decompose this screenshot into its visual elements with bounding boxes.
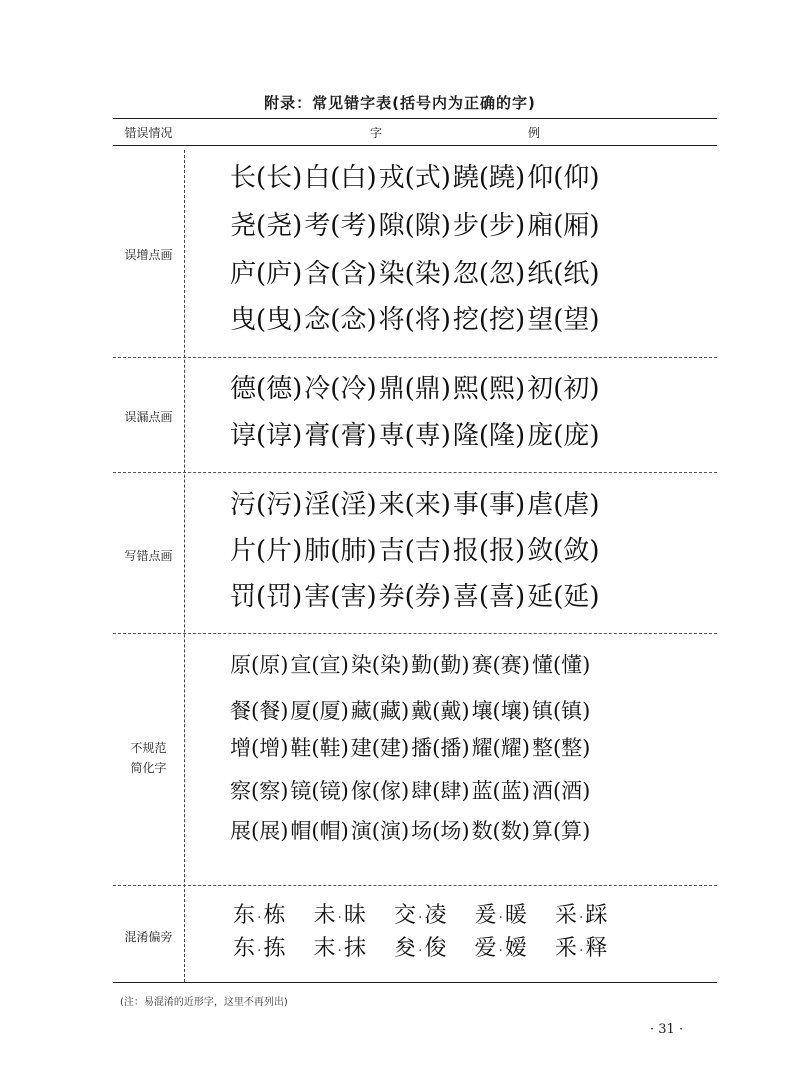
char-pair: 膏(膏) bbox=[304, 421, 377, 451]
page-title: 附录：常见错字表(括号内为正确的字) bbox=[264, 94, 536, 112]
char-pair: 谆(谆) bbox=[230, 421, 303, 451]
char-pair: 耀(耀) bbox=[471, 736, 530, 760]
header-examples bbox=[370, 124, 540, 141]
confusable-pair: 爱 ·嫒 bbox=[474, 936, 527, 961]
char-pair: 数(数) bbox=[471, 819, 530, 843]
column-divider bbox=[184, 150, 185, 982]
example-row bbox=[230, 811, 592, 851]
category-label: 误增点画 bbox=[124, 248, 173, 262]
footnote: (注：易混淆的近形字，这里不再列出) bbox=[120, 997, 288, 1008]
example-row bbox=[230, 485, 601, 525]
char-pair: 戎(式) bbox=[378, 163, 451, 193]
confusable-pair: 末 ·抹 bbox=[313, 936, 366, 961]
char-pair: 庐(庐) bbox=[230, 259, 303, 289]
example-row bbox=[230, 728, 592, 768]
char-pair: 喜(喜) bbox=[452, 582, 526, 612]
char-pair: 帽(帽) bbox=[290, 819, 349, 843]
char-pair: 察(察) bbox=[230, 779, 289, 803]
char-pair: 券(券) bbox=[378, 582, 451, 612]
char-pair: 隆(隆) bbox=[452, 421, 526, 451]
confusable-pair: 采 ·踩 bbox=[554, 903, 608, 928]
char-pair: 専(専) bbox=[378, 421, 451, 451]
char-pair: 戴(戴) bbox=[411, 699, 470, 723]
confusable-pair: 釆 ·释 bbox=[554, 936, 608, 961]
confusable-pair: 东 ·拣 bbox=[233, 936, 286, 961]
char-pair: 廂(厢) bbox=[527, 211, 600, 241]
char-pair: 报(报) bbox=[452, 536, 526, 566]
confusable-pair: 交 ·凌 bbox=[393, 903, 447, 928]
char-pair: 鼎(鼎) bbox=[378, 374, 451, 404]
char-pair: 敛(敛) bbox=[527, 536, 600, 566]
example-row bbox=[230, 577, 601, 617]
confusable-row bbox=[233, 901, 635, 931]
char-pair: 傢(傢) bbox=[350, 779, 410, 803]
char-pair: 壤(壤) bbox=[471, 699, 530, 723]
char-pair: 来(来) bbox=[378, 490, 451, 520]
char-pair: 播(播) bbox=[411, 736, 470, 760]
header-examples-a: 字 bbox=[370, 126, 383, 140]
char-pair: 事(事) bbox=[452, 490, 526, 520]
char-pair: 懂(懂) bbox=[531, 653, 591, 677]
section-divider bbox=[113, 357, 717, 358]
char-pair: 挖(挖) bbox=[452, 305, 526, 335]
confusable-pair: 爰 ·暖 bbox=[474, 903, 527, 928]
char-pair: 场(场) bbox=[411, 819, 470, 843]
section-divider bbox=[113, 633, 717, 634]
char-pair: 蓝(蓝) bbox=[471, 779, 530, 803]
char-pair: 肺(肺) bbox=[304, 536, 377, 566]
char-pair: 镜(镜) bbox=[290, 779, 349, 803]
char-pair: 鞋(鞋) bbox=[290, 736, 349, 760]
char-pair: 污(污) bbox=[230, 490, 303, 520]
char-pair: 将(将) bbox=[378, 305, 451, 335]
char-pair: 曳(曳) bbox=[230, 305, 303, 335]
example-row bbox=[230, 206, 601, 246]
char-pair: 赛(赛) bbox=[471, 653, 530, 677]
char-pair: 吉(吉) bbox=[378, 536, 451, 566]
char-pair: 勤(勤) bbox=[411, 653, 470, 677]
confusable-pair: 夋 ·俊 bbox=[393, 936, 447, 961]
char-pair: 考(考) bbox=[304, 211, 377, 241]
page-number: · 31 · bbox=[650, 1022, 684, 1037]
example-row bbox=[230, 416, 601, 456]
confusable-pair: 东 ·栋 bbox=[233, 903, 286, 928]
char-pair: 蹺(蹺) bbox=[452, 163, 526, 193]
example-row bbox=[230, 254, 601, 294]
char-pair: 初(初) bbox=[527, 374, 600, 404]
char-pair: 演(演) bbox=[350, 819, 410, 843]
char-pair: 虐(虐) bbox=[527, 490, 600, 520]
example-row bbox=[230, 771, 592, 811]
char-pair: 增(增) bbox=[230, 736, 289, 760]
char-pair: 含(含) bbox=[304, 259, 377, 289]
char-pair: 长(长) bbox=[230, 163, 303, 193]
char-pair: 展(展) bbox=[230, 819, 289, 843]
char-pair: 仰(仰) bbox=[527, 163, 600, 193]
section-divider bbox=[113, 472, 717, 473]
example-row bbox=[230, 158, 601, 198]
char-pair: 纸(纸) bbox=[527, 259, 600, 289]
char-pair: 熙(熙) bbox=[452, 374, 526, 404]
example-row bbox=[230, 369, 601, 409]
char-pair: 染(染) bbox=[350, 653, 410, 677]
confusable-row bbox=[233, 934, 635, 964]
char-pair: 冷(冷) bbox=[304, 374, 377, 404]
char-pair: 白(白) bbox=[304, 163, 377, 193]
confusable-pair: 未 ·昧 bbox=[313, 903, 366, 928]
char-pair: 庞(庞) bbox=[527, 421, 600, 451]
char-pair: 念(念) bbox=[304, 305, 377, 335]
table-bottom-rule bbox=[113, 982, 717, 983]
char-pair: 藏(藏) bbox=[350, 699, 410, 723]
char-pair: 罚(罚) bbox=[230, 582, 303, 612]
char-pair: 建(建) bbox=[350, 736, 410, 760]
category-label: 混淆偏旁 bbox=[124, 930, 173, 944]
example-row bbox=[230, 300, 601, 340]
char-pair: 尧(尧) bbox=[230, 211, 303, 241]
category-label: 不规范 简化字 bbox=[130, 741, 167, 775]
char-pair: 镇(镇) bbox=[531, 699, 591, 723]
char-pair: 延(延) bbox=[527, 582, 600, 612]
char-pair: 原(原) bbox=[230, 653, 289, 677]
category-label: 误漏点画 bbox=[124, 410, 173, 424]
char-pair: 隙(隙) bbox=[378, 211, 451, 241]
char-pair: 餐(餐) bbox=[230, 699, 289, 723]
char-pair: 步(步) bbox=[452, 211, 526, 241]
char-pair: 厦(厦) bbox=[290, 699, 349, 723]
section-divider bbox=[113, 885, 717, 886]
char-pair: 望(望) bbox=[527, 305, 600, 335]
char-pair: 染(染) bbox=[378, 259, 451, 289]
table-top-rule bbox=[113, 118, 717, 119]
example-row bbox=[230, 531, 601, 571]
char-pair: 宣(宣) bbox=[290, 653, 349, 677]
char-pair: 害(害) bbox=[304, 582, 377, 612]
char-pair: 片(片) bbox=[230, 536, 303, 566]
example-row bbox=[230, 645, 592, 685]
char-pair: 算(算) bbox=[531, 819, 591, 843]
char-pair: 整(整) bbox=[531, 736, 591, 760]
char-pair: 德(德) bbox=[230, 374, 303, 404]
example-row bbox=[230, 691, 592, 731]
char-pair: 酒(酒) bbox=[531, 779, 591, 803]
category-label: 写错点画 bbox=[124, 549, 173, 563]
header-error-type: 错误情况 bbox=[124, 126, 173, 140]
header-examples-b: 例 bbox=[527, 126, 540, 140]
char-pair: 忽(忽) bbox=[452, 259, 526, 289]
char-pair: 肆(肆) bbox=[411, 779, 470, 803]
char-pair: 淫(淫) bbox=[304, 490, 377, 520]
header-rule bbox=[113, 145, 717, 146]
